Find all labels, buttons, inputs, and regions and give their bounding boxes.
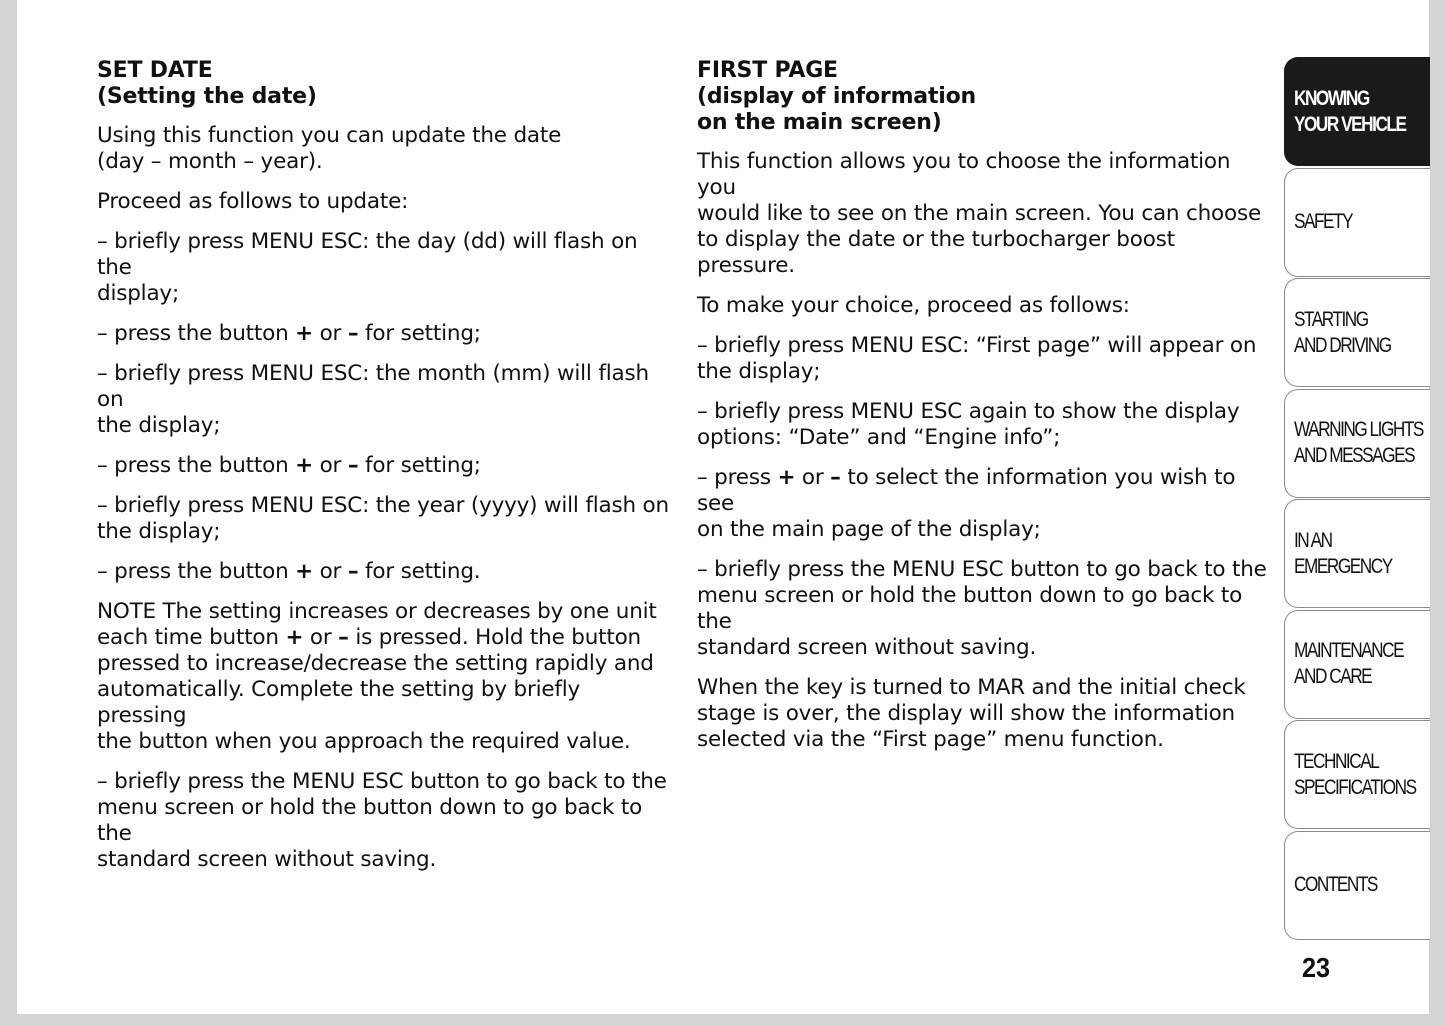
tab-maintenance[interactable]: MAINTENANCE AND CARE	[1284, 610, 1430, 719]
step-first-page: – briefly press MENU ESC: “First page” will appear on the display;	[697, 333, 1257, 384]
step-set-day: – press the button + or – for setting;	[97, 321, 481, 346]
step-set-year: – press the button + or – for setting.	[97, 559, 481, 584]
step-exit: – briefly press the MENU ESC button to go back to the menu screen or hold the button down to go back to the standard screen without saving.	[97, 769, 667, 872]
step-day: – briefly press MENU ESC: the day (dd) will flash on the display;	[97, 229, 638, 306]
step-options: – briefly press MENU ESC again to show the display options: “Date” and “Engine info”;	[697, 399, 1240, 450]
tab-technical-specifications[interactable]: TECHNICAL SPECIFICATIONS	[1284, 720, 1430, 829]
page-gutter-left	[0, 0, 17, 1026]
step-year: – briefly press MENU ESC: the year (yyyy) will flash on the display;	[97, 493, 669, 544]
section-tabs	[1284, 57, 1430, 941]
step-exit: – briefly press the MENU ESC button to go back to the menu screen or hold the button down to go back to the standard screen without saving.	[697, 557, 1267, 660]
paragraph: When the key is turned to MAR and the initial check stage is over, the display will show the information selected via the “First page” menu function.	[697, 675, 1246, 752]
tab-contents[interactable]: CONTENTS	[1284, 831, 1430, 940]
right-column	[697, 58, 1272, 767]
tab-safety[interactable]: SAFETY	[1284, 168, 1430, 277]
page-gutter-right	[1429, 0, 1445, 1026]
paragraph: Proceed as follows to update:	[97, 189, 409, 214]
paragraph: This function allows you to choose the information you would like to see on the main screen. You can choose to display the date or the turbocharger boost pressure.	[697, 149, 1261, 278]
tab-knowing-your-vehicle[interactable]: KNOWING YOUR VEHICLE	[1284, 57, 1430, 166]
step-month: – briefly press MENU ESC: the month (mm) will flash on the display;	[97, 361, 649, 438]
paragraph: Using this function you can update the date (day – month – year).	[97, 123, 562, 174]
left-column	[97, 58, 672, 887]
paragraph: To make your choice, proceed as follows:	[697, 293, 1130, 318]
page-gutter-bottom	[0, 1014, 1445, 1026]
step-set-month: – press the button + or – for setting;	[97, 453, 481, 478]
step-select: – press + or – to select the information you wish to see on the main page of the display;	[697, 465, 1236, 542]
first-page-heading: FIRST PAGE (display of information on the main screen)	[697, 58, 976, 135]
tab-starting-and-driving[interactable]: STARTING AND DRIVING	[1284, 278, 1430, 387]
tab-warning-lights[interactable]: WARNING LIGHTS AND MESSAGES	[1284, 389, 1430, 498]
note-paragraph: NOTE The setting increases or decreases by one unit each time button + or – is pressed. Hold the button pressed to increase/decrease the setting rapidly and automatically. Complete the setting by briefly pressing the button when you approach the required value.	[97, 599, 657, 754]
page-number: 23	[1302, 952, 1331, 983]
set-date-heading: SET DATE (Setting the date)	[97, 58, 317, 109]
tab-emergency[interactable]: IN AN EMERGENCY	[1284, 499, 1430, 608]
